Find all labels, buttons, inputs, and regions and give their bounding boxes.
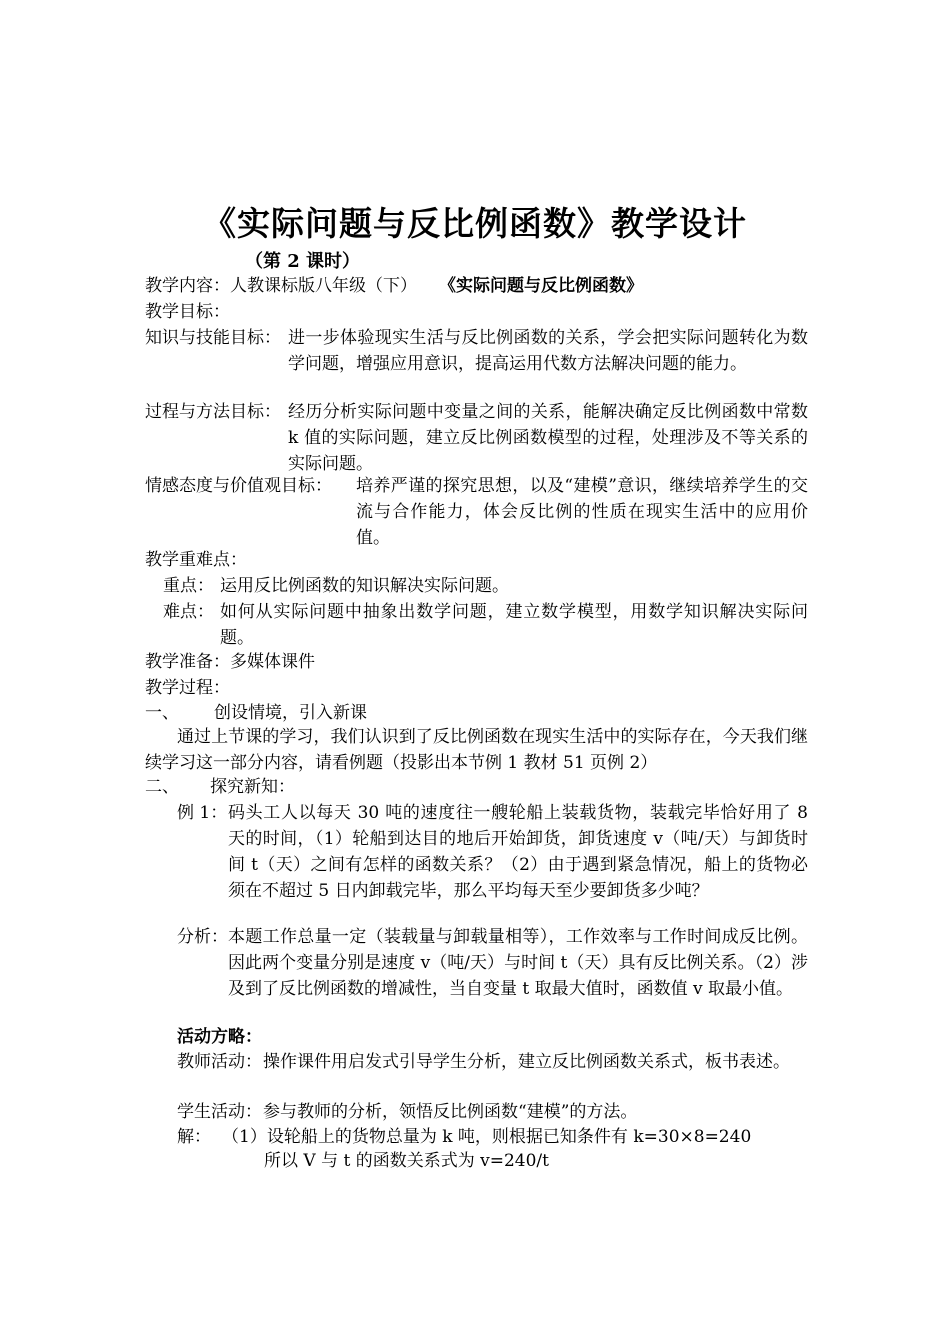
- solution-step2: 所以 V 与 t 的函数关系式为 v=240/t: [264, 1151, 549, 1171]
- section1-number: 一、: [145, 703, 179, 723]
- example1-label: 例 1：: [177, 803, 228, 823]
- document-title: 《实际问题与反比例函数》教学设计: [203, 204, 747, 243]
- example1-text: 码头工人以每天 30 吨的速度往一艘轮船上装载货物，装载完毕恰好用了 8 天的时间，（1）轮船到达目的地后开始卸货，卸货速度 v（吨/天）与卸货时间 t（天）之间有怎样的函数关系？（2）由于遇到紧急情况，船上的货物必须在不超过 5 日内卸载完毕，那么平均每天至少要卸货多少吨？: [228, 803, 808, 901]
- analysis-label: 分析：: [177, 927, 228, 947]
- content-text: 人教课标版八年级（下）: [230, 276, 417, 296]
- section1-title: 创设情境，引入新课: [214, 703, 367, 723]
- process-label: 过程与方法目标：: [145, 402, 281, 422]
- content-line: [145, 273, 643, 299]
- student-activity-label: 学生活动：: [177, 1102, 262, 1122]
- content-label: 教学内容：: [145, 276, 230, 296]
- difficult-text: 如何从实际问题中抽象出数学问题，建立数学模型，用数学知识解决实际问题。: [220, 602, 808, 648]
- section2-number: 二、: [145, 777, 179, 797]
- objectives-heading: 教学目标：: [145, 302, 230, 322]
- analysis-text: 本题工作总量一定（装载量与卸载量相等），工作效率与工作时间成反比例。因此两个变量分别是速度 v（吨/天）与时间 t（天）具有反比例关系。（2）涉及到了反比例函数的增减性，当自变量 t 取最大值时，函数值 v 取最小值。: [228, 927, 808, 999]
- content-book: 《实际问题与反比例函数》: [439, 276, 643, 296]
- preparation: 教学准备：多媒体课件: [145, 652, 315, 672]
- knowledge-label: 知识与技能目标：: [145, 328, 281, 348]
- activity-heading: 活动方略：: [177, 1027, 262, 1047]
- solution-label: 解：: [177, 1127, 211, 1147]
- process-text: 经历分析实际问题中变量之间的关系，能解决确定反比例函数中常数 k 值的实际问题，建立反比例函数模型的过程，处理涉及不等关系的实际问题。: [288, 402, 808, 474]
- emotion-text: 培养严谨的探究思想，以及“建模”意识，继续培养学生的交流与合作能力，体会反比例的性质在现实生活中的应用价值。: [356, 476, 808, 548]
- process-heading: 教学过程：: [145, 678, 230, 698]
- section1-text: 通过上节课的学习，我们认识到了反比例函数在现实生活中的实际存在，今天我们继续学习这一部分内容，请看例题（投影出本节例 1 教材 51 页例 2）: [145, 727, 808, 773]
- teacher-activity-text: 操作课件用启发式引导学生分析，建立反比例函数关系式，板书表述。: [263, 1052, 790, 1072]
- section2-title: 探究新知：: [210, 777, 295, 797]
- emotion-label: 情感态度与价值观目标：: [145, 476, 332, 496]
- key-label: 重点：: [163, 576, 214, 596]
- key-points-heading: 教学重难点：: [145, 550, 247, 570]
- key-text: 运用反比例函数的知识解决实际问题。: [220, 576, 509, 596]
- student-activity-text: 参与教师的分析，领悟反比例函数“建模”的方法。: [263, 1102, 638, 1122]
- difficult-label: 难点：: [163, 602, 214, 622]
- solution-step1: （1）设轮船上的货物总量为 k 吨，则根据已知条件有 k=30×8=240: [222, 1127, 752, 1147]
- knowledge-text: 进一步体验现实生活与反比例函数的关系，学会把实际问题转化为数学问题，增强应用意识，提高运用代数方法解决问题的能力。: [288, 328, 808, 374]
- teacher-activity-label: 教师活动：: [177, 1052, 262, 1072]
- document-subtitle: （第 2 课时）: [245, 251, 361, 272]
